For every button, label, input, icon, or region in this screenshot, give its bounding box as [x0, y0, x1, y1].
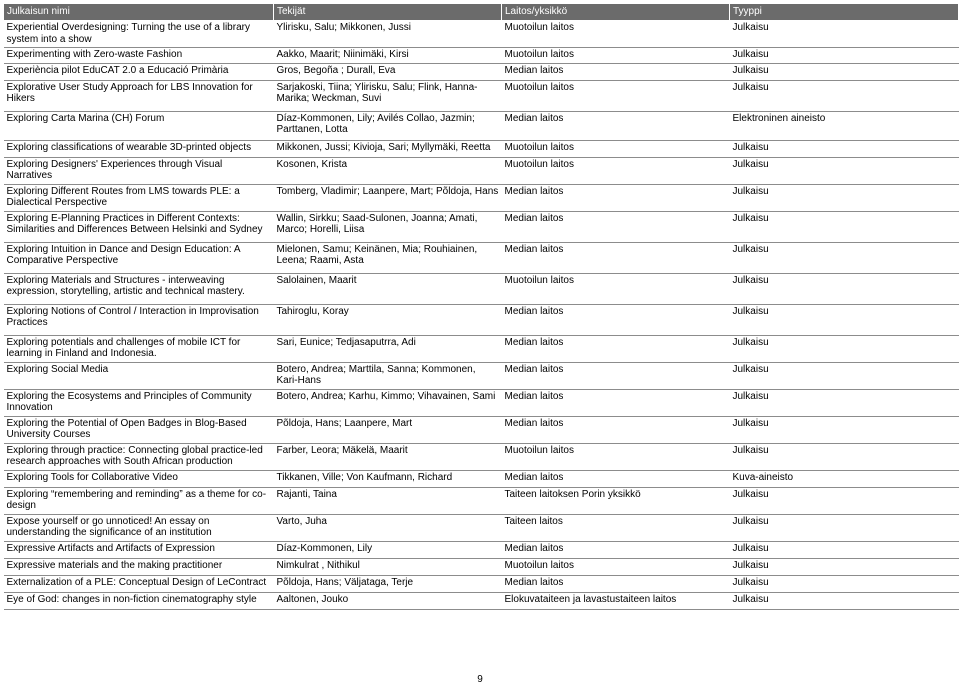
cell-title: Experimenting with Zero-waste Fashion — [4, 48, 274, 64]
cell-unit: Muotoilun laitos — [502, 443, 730, 470]
cell-authors: Ylirisku, Salu; Mikkonen, Jussi — [274, 21, 502, 48]
cell-title: Exploring classifications of wearable 3D-printed objects — [4, 140, 274, 157]
cell-unit: Median laitos — [502, 242, 730, 273]
cell-title: Exploring Carta Marina (CH) Forum — [4, 111, 274, 140]
cell-authors: Varto, Juha — [274, 514, 502, 541]
cell-type: Julkaisu — [730, 157, 959, 184]
cell-authors: Gros, Begoña ; Durall, Eva — [274, 63, 502, 80]
cell-unit: Median laitos — [502, 184, 730, 211]
cell-type: Julkaisu — [730, 416, 959, 443]
table-row — [4, 304, 959, 335]
cell-authors: Díaz-Kommonen, Lily — [274, 541, 502, 558]
cell-authors: Nimkulrat , Nithikul — [274, 558, 502, 575]
cell-title: Exploring Intuition in Dance and Design Education: A Comparative Perspective — [4, 242, 274, 273]
table-row — [4, 242, 959, 273]
cell-authors: Aakko, Maarit; Niinimäki, Kirsi — [274, 48, 502, 64]
table-row — [4, 416, 959, 443]
cell-unit: Median laitos — [502, 416, 730, 443]
cell-title: Exploring Designers' Experiences through Visual Narratives — [4, 157, 274, 184]
cell-type: Julkaisu — [730, 80, 959, 111]
cell-title: Exploring Tools for Collaborative Video — [4, 470, 274, 487]
cell-type: Julkaisu — [730, 211, 959, 242]
cell-title: Expressive Artifacts and Artifacts of Expression — [4, 541, 274, 558]
table-row — [4, 21, 959, 48]
table-row — [4, 514, 959, 541]
table-row — [4, 541, 959, 558]
cell-unit: Taiteen laitos — [502, 514, 730, 541]
cell-title: Exploring “remembering and reminding” as a theme for co-design — [4, 487, 274, 514]
cell-authors: Põldoja, Hans; Laanpere, Mart — [274, 416, 502, 443]
cell-type: Elektroninen aineisto — [730, 111, 959, 140]
table-row — [4, 111, 959, 140]
cell-authors: Botero, Andrea; Marttila, Sanna; Kommonen, Kari-Hans — [274, 362, 502, 389]
table-row — [4, 470, 959, 487]
publications-table — [3, 3, 959, 610]
cell-unit: Median laitos — [502, 541, 730, 558]
cell-type: Julkaisu — [730, 273, 959, 304]
header-type: Tyyppi — [730, 4, 959, 21]
cell-authors: Rajanti, Taina — [274, 487, 502, 514]
cell-unit: Muotoilun laitos — [502, 80, 730, 111]
table-row — [4, 157, 959, 184]
page-number: 9 — [477, 674, 483, 685]
cell-type: Julkaisu — [730, 335, 959, 362]
cell-title: Exploring Different Routes from LMS towards PLE: a Dialectical Perspective — [4, 184, 274, 211]
cell-title: Eye of God: changes in non-fiction cinematography style — [4, 592, 274, 609]
table-row — [4, 273, 959, 304]
cell-authors: Sari, Eunice; Tedjasaputrra, Adi — [274, 335, 502, 362]
cell-authors: Tikkanen, Ville; Von Kaufmann, Richard — [274, 470, 502, 487]
cell-type: Julkaisu — [730, 242, 959, 273]
cell-authors: Farber, Leora; Mäkelä, Maarit — [274, 443, 502, 470]
cell-authors: Botero, Andrea; Karhu, Kimmo; Vihavainen, Sami — [274, 389, 502, 416]
cell-unit: Median laitos — [502, 362, 730, 389]
cell-authors: Sarjakoski, Tiina; Ylirisku, Salu; Flink, Hanna-Marika; Weckman, Suvi — [274, 80, 502, 111]
cell-title: Exploring the Potential of Open Badges in Blog-Based University Courses — [4, 416, 274, 443]
table-row — [4, 443, 959, 470]
table-row — [4, 211, 959, 242]
cell-unit: Median laitos — [502, 335, 730, 362]
cell-title: Exploring Social Media — [4, 362, 274, 389]
cell-title: Exploring through practice: Connecting global practice-led research approaches with South African production — [4, 443, 274, 470]
table-row — [4, 389, 959, 416]
table-row — [4, 80, 959, 111]
cell-unit: Muotoilun laitos — [502, 48, 730, 64]
header-title: Julkaisun nimi — [4, 4, 274, 21]
table-row — [4, 575, 959, 592]
cell-unit: Elokuvataiteen ja lavastustaiteen laitos — [502, 592, 730, 609]
cell-type: Julkaisu — [730, 541, 959, 558]
cell-unit: Muotoilun laitos — [502, 21, 730, 48]
cell-title: Expressive materials and the making practitioner — [4, 558, 274, 575]
cell-title: Exploring the Ecosystems and Principles of Community Innovation — [4, 389, 274, 416]
cell-unit: Median laitos — [502, 575, 730, 592]
cell-unit: Muotoilun laitos — [502, 558, 730, 575]
cell-authors: Wallin, Sirkku; Saad-Sulonen, Joanna; Amati, Marco; Horelli, Liisa — [274, 211, 502, 242]
cell-type: Julkaisu — [730, 304, 959, 335]
cell-type: Julkaisu — [730, 514, 959, 541]
cell-authors: Aaltonen, Jouko — [274, 592, 502, 609]
cell-authors: Tahiroglu, Koray — [274, 304, 502, 335]
cell-type: Julkaisu — [730, 184, 959, 211]
cell-unit: Median laitos — [502, 63, 730, 80]
cell-title: Experiència pilot EduCAT 2.0 a Educació Primària — [4, 63, 274, 80]
cell-type: Julkaisu — [730, 575, 959, 592]
cell-unit: Median laitos — [502, 470, 730, 487]
table-row — [4, 335, 959, 362]
cell-type: Julkaisu — [730, 362, 959, 389]
header-authors: Tekijät — [274, 4, 502, 21]
cell-type: Julkaisu — [730, 21, 959, 48]
cell-type: Julkaisu — [730, 48, 959, 64]
cell-type: Julkaisu — [730, 487, 959, 514]
cell-type: Julkaisu — [730, 592, 959, 609]
cell-title: Exploring Materials and Structures - interweaving expression, storytelling, artistic and technical mastery. — [4, 273, 274, 304]
cell-title: Experiential Overdesigning: Turning the use of a library system into a show — [4, 21, 274, 48]
cell-type: Julkaisu — [730, 389, 959, 416]
cell-type: Julkaisu — [730, 558, 959, 575]
cell-authors: Kosonen, Krista — [274, 157, 502, 184]
table-row — [4, 63, 959, 80]
table-row — [4, 592, 959, 609]
cell-unit: Muotoilun laitos — [502, 140, 730, 157]
cell-title: Exploring E-Planning Practices in Different Contexts: Similarities and Differences Between Helsinki and Sydney — [4, 211, 274, 242]
cell-type: Julkaisu — [730, 140, 959, 157]
cell-unit: Median laitos — [502, 211, 730, 242]
cell-type: Julkaisu — [730, 443, 959, 470]
cell-title: Exploring Notions of Control / Interaction in Improvisation Practices — [4, 304, 274, 335]
cell-title: Expose yourself or go unnoticed! An essay on understanding the significance of an institution — [4, 514, 274, 541]
table-row — [4, 140, 959, 157]
cell-unit: Median laitos — [502, 389, 730, 416]
table-header-row — [4, 4, 959, 21]
table-row — [4, 558, 959, 575]
cell-title: Explorative User Study Approach for LBS Innovation for Hikers — [4, 80, 274, 111]
table-row — [4, 184, 959, 211]
cell-title: Exploring potentials and challenges of mobile ICT for learning in Finland and Indonesia. — [4, 335, 274, 362]
cell-authors: Mielonen, Samu; Keinänen, Mia; Rouhiainen, Leena; Raami, Asta — [274, 242, 502, 273]
cell-unit: Median laitos — [502, 304, 730, 335]
cell-authors: Mikkonen, Jussi; Kivioja, Sari; Myllymäki, Reetta — [274, 140, 502, 157]
cell-authors: Salolainen, Maarit — [274, 273, 502, 304]
cell-type: Kuva-aineisto — [730, 470, 959, 487]
cell-unit: Taiteen laitoksen Porin yksikkö — [502, 487, 730, 514]
cell-unit: Median laitos — [502, 111, 730, 140]
header-unit: Laitos/yksikkö — [502, 4, 730, 21]
cell-authors: Díaz-Kommonen, Lily; Avilés Collao, Jazmin; Parttanen, Lotta — [274, 111, 502, 140]
cell-title: Externalization of a PLE: Conceptual Design of LeContract — [4, 575, 274, 592]
cell-authors: Tomberg, Vladimir; Laanpere, Mart; Põldoja, Hans — [274, 184, 502, 211]
table-row — [4, 48, 959, 64]
cell-unit: Muotoilun laitos — [502, 273, 730, 304]
table-row — [4, 487, 959, 514]
table-row — [4, 362, 959, 389]
cell-authors: Põldoja, Hans; Väljataga, Terje — [274, 575, 502, 592]
cell-type: Julkaisu — [730, 63, 959, 80]
cell-unit: Muotoilun laitos — [502, 157, 730, 184]
